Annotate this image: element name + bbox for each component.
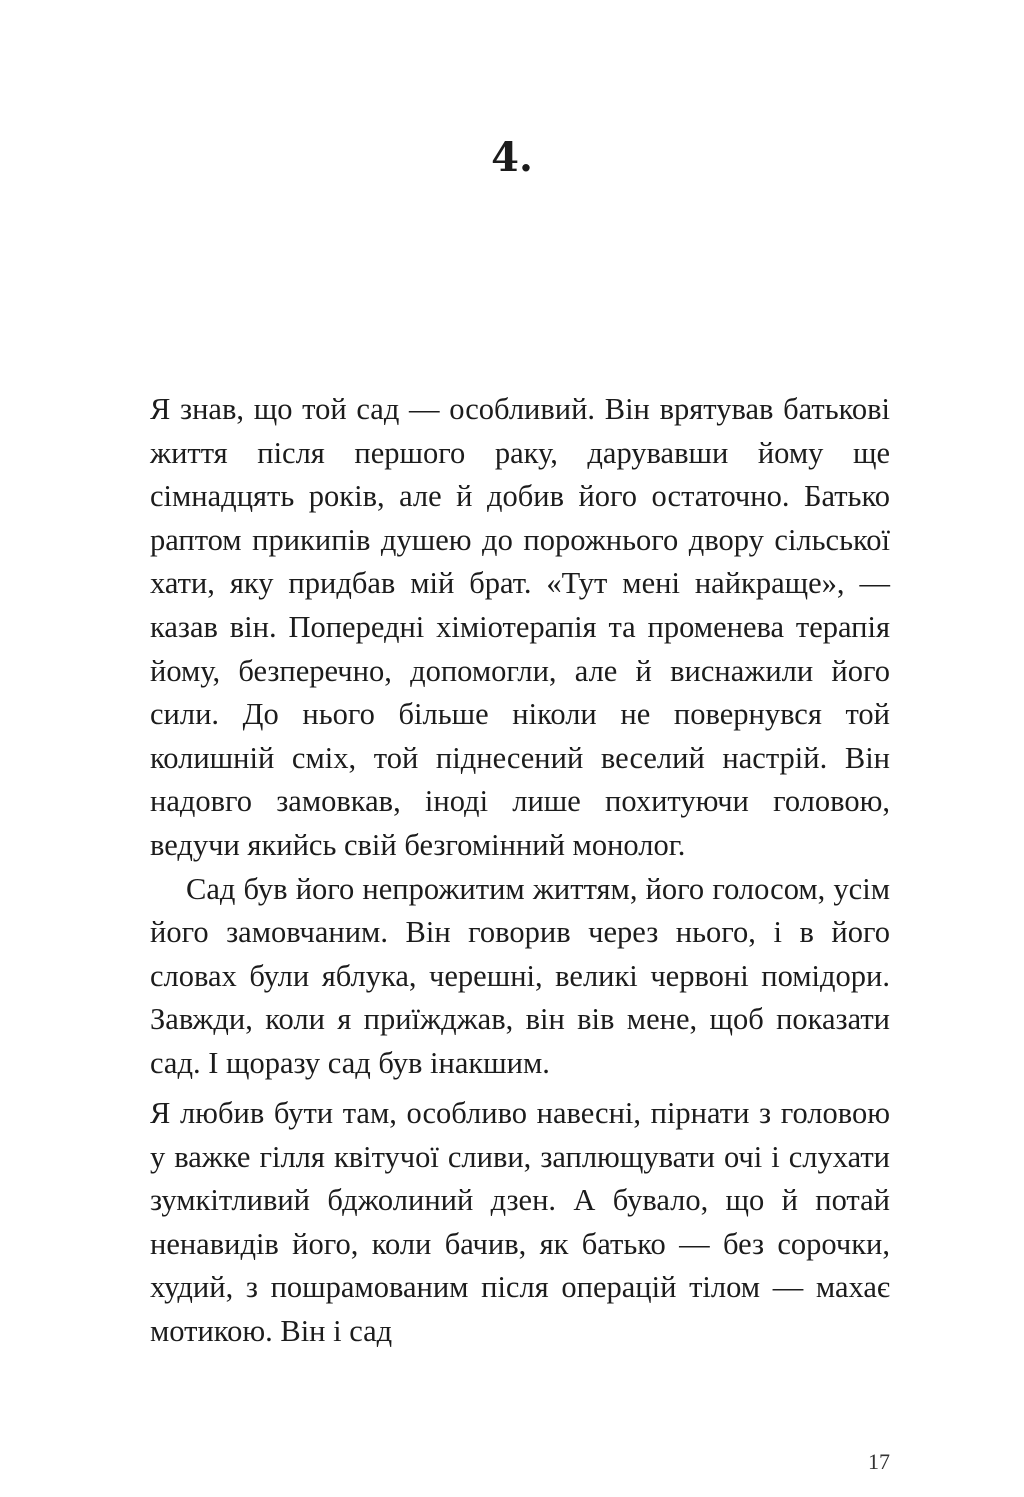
paragraph: Я знав, що той сад — особливий. Він врятував батькові життя після першого раку, дарувавши йому ще сімнадцять років, але й добив його остаточно. Батько раптом прикипів душею до порожнього двору сільської хати, яку придбав мій брат. «Тут мені найкраще», — казав він. Попередні хіміотерапія та променева терапія йому, безперечно, допомогли, але й виснажили його сили. До нього більше ніколи не повернувся той колишній сміх, той піднесений веселий настрій. Він надовго замовкав, іноді лише похитуючи головою, ведучи якийсь свій безгомінний монолог. — [150, 392, 890, 862]
text-section-2 — [150, 1092, 890, 1354]
paragraph: Сад був його непрожитим життям, його голосом, усім його замовчаним. Він говорив через нього, і в його словах були яблука, черешні, великі червоні помідори. Завжди, коли я приїжджав, він вів мене, щоб показати сад. І щоразу сад був інакшим. — [150, 871, 890, 1080]
page-number: 17 — [868, 1449, 890, 1474]
chapter-number: 4. — [491, 134, 533, 181]
text-section-1 — [150, 388, 890, 1086]
paragraph: Я любив бути там, особливо навесні, пірнати з головою у важке гілля квітучої сливи, заплющувати очі і слухати зумкітливий бджолиний дзен. А бувало, що й потай ненавидів його, коли бачив, як батько — без сорочки, худий, з пошрамованим після операцій тілом — махає мотикою. Він і сад — [150, 1096, 890, 1348]
